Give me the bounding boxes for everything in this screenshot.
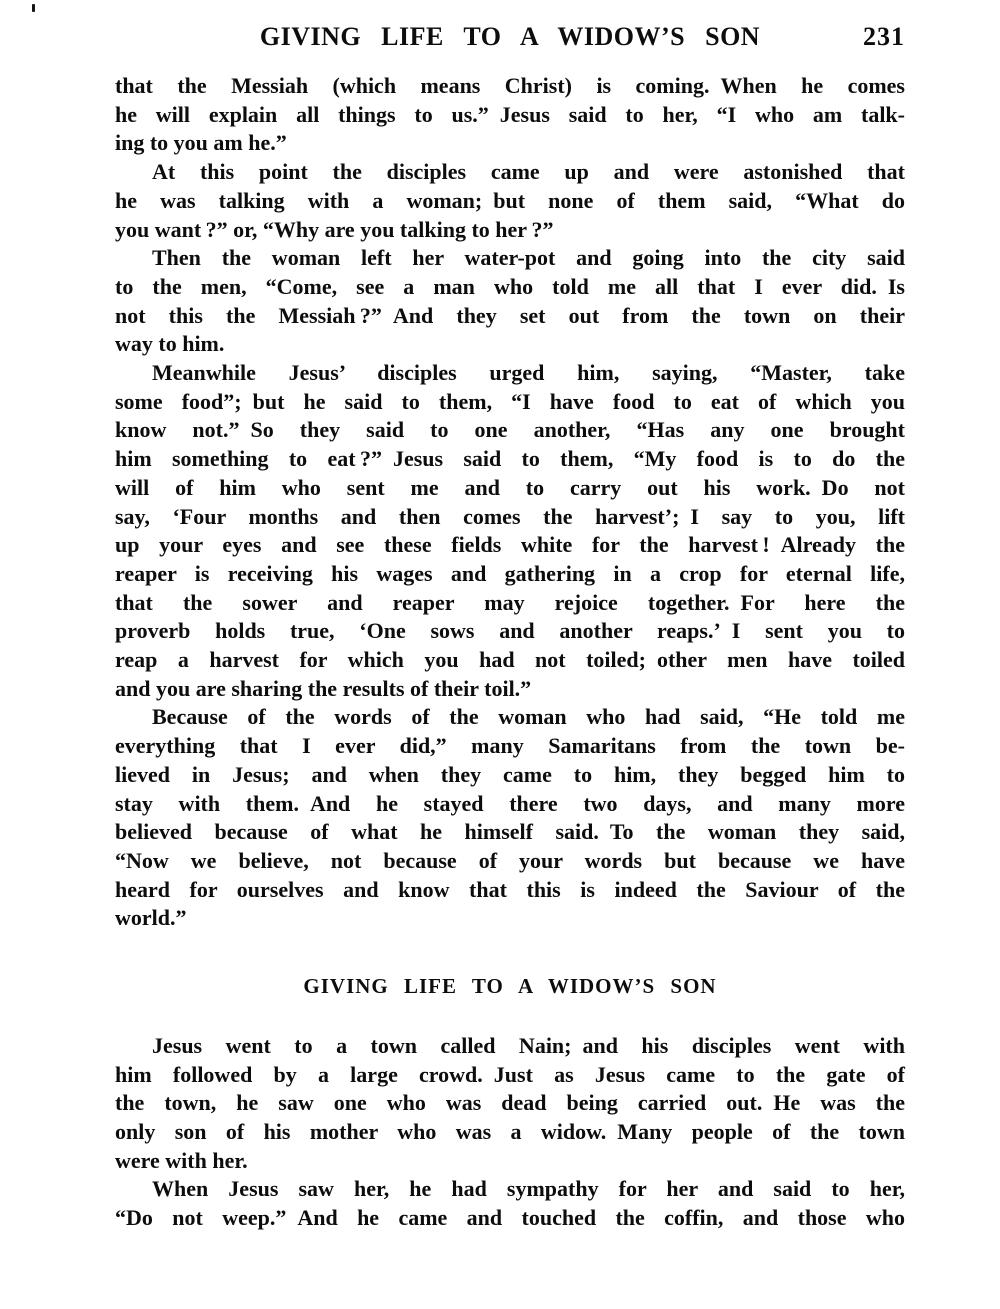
running-header-title: GIVING LIFE TO A WIDOW’S SON (259, 22, 761, 51)
paragraph (115, 1032, 905, 1176)
running-header (115, 22, 905, 52)
text-line: “Now we believe, not because of your words but because we have (115, 847, 905, 873)
body-text (115, 72, 905, 1233)
paragraph (115, 72, 905, 158)
text-line: everything that I ever did,” many Samaritans from the town be- (115, 733, 905, 759)
scan-speck (32, 4, 35, 12)
paragraph (115, 1175, 905, 1232)
text-line: he was talking with a woman; but none of them said, “What do (115, 187, 905, 213)
text-line: that the Messiah (which means Christ) is coming. When he comes (115, 73, 905, 98)
text-line: not this the Messiah ?” And they set out from the town on their (115, 302, 905, 328)
text-line: him something to eat ?” Jesus said to them, “My food is to do the (115, 446, 905, 472)
text-line: that the sower and reaper may rejoice together. For here the (115, 589, 905, 615)
text-line: know not.” So they said to one another, “Has any one brought (115, 417, 905, 443)
text-line: ing to you am he.” (115, 130, 287, 156)
text-line: him followed by a large crowd. Just as Jesus came to the gate of (115, 1061, 905, 1087)
text-line: to the men, “Come, see a man who told me all that I ever did. Is (115, 273, 905, 299)
text-line: up your eyes and see these fields white for the harvest ! Already the (115, 532, 905, 558)
text-line: reaper is receiving his wages and gathering in a crop for eternal life, (115, 560, 905, 586)
text-line: he will explain all things to us.” Jesus said to her, “I who am talk- (115, 101, 905, 127)
page-number: 231 (863, 22, 905, 51)
text-line: and you are sharing the results of their toil.” (115, 675, 532, 701)
paragraph (115, 158, 905, 244)
text-line: heard for ourselves and know that this is indeed the Saviour of the (115, 876, 905, 902)
text-line: stay with them. And he stayed there two days, and many more (115, 790, 905, 816)
section-heading: GIVING LIFE TO A WIDOW’S SON (303, 974, 717, 999)
text-line: the town, he saw one who was dead being carried out. He was the (115, 1090, 905, 1116)
text-line: some food”; but he said to them, “I have food to eat of which you (115, 388, 905, 414)
text-line: reap a harvest for which you had not toiled; other men have toiled (115, 647, 905, 673)
text-line: Then the woman left her water-pot and going into the city said (152, 245, 905, 271)
text-line: will of him who sent me and to carry out his work. Do not (115, 474, 905, 500)
text-line: Meanwhile Jesus’ disciples urged him, saying, “Master, take (152, 360, 905, 386)
text-line: At this point the disciples came up and were astonished that (152, 159, 905, 185)
paragraph (115, 359, 905, 703)
text-line: only son of his mother who was a widow. Many people of the town (115, 1118, 905, 1144)
text-line: you want ?” or, “Why are you talking to her ?” (115, 216, 554, 242)
text-line: When Jesus saw her, he had sympathy for her and said to her, (152, 1176, 905, 1202)
text-line: proverb holds true, ‘One sows and another reaps.’ I sent you to (115, 618, 905, 644)
text-line: “Do not weep.” And he came and touched the coffin, and those who (115, 1205, 905, 1231)
paragraph (115, 703, 905, 933)
text-line: were with her. (115, 1147, 248, 1173)
text-line: say, ‘Four months and then comes the harvest’; I say to you, lift (115, 503, 905, 529)
text-line: Because of the words of the woman who had said, “He told me (152, 704, 905, 730)
text-line: Jesus went to a town called Nain; and his disciples went with (152, 1032, 905, 1058)
text-line: world.” (115, 905, 187, 931)
text-line: way to him. (115, 331, 225, 357)
text-line: believed because of what he himself said. To the woman they said, (115, 819, 905, 845)
paragraph (115, 244, 905, 359)
text-line: lieved in Jesus; and when they came to him, they begged him to (115, 761, 905, 787)
